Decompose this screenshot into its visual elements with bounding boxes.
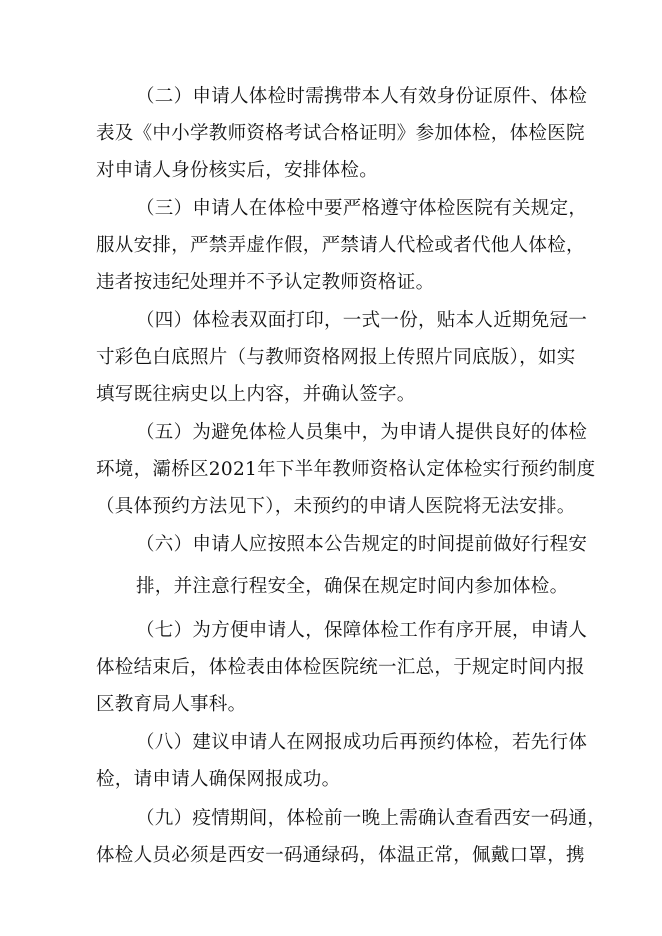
text-line: 寸彩色白底照片（与教师资格网报上传照片同底版），如实 [96,347,576,368]
paragraph-item-3 [96,190,588,301]
text-line: （四）体检表双面打印，一式一份，贴本人近期免冠一 [136,310,588,331]
paragraph-item-9 [96,800,607,874]
text-line: （九）疫情期间，体检前一晚上需确认查看西安一码通， [136,808,607,829]
text-line: 对申请人身份核实后，安排体检。 [96,160,379,181]
text-line: （五）为避免体检人员集中，为申请人提供良好的体检 [136,422,588,443]
text-line: （具体预约方法见下），未预约的申请人医院将无法安排。 [96,496,576,517]
text-line: 体检人员必须是西安一码通绿码，体温正常，佩戴口罩，携 [96,845,585,866]
text-line: 区教育局人事科。 [96,694,247,715]
text-line: 排，并注意行程安全，确保在规定时间内参加体检。 [136,576,569,597]
text-line: 检，请申请人确保网报成功。 [96,769,341,790]
paragraph-item-2 [96,78,588,189]
text-line: 服从安排，严禁弄虚作假，严禁请人代检或者代他人体检， [96,235,585,256]
text-line: 环境，灞桥区2021年下半年教师资格认定体检实行预约制度 [96,459,596,480]
text-line: （三）申请人在体检中要严格遵守体检医院有关规定， [136,198,588,219]
paragraph-item-6 [96,526,588,605]
text-line: 违者按违纪处理并不予认定教师资格证。 [96,272,435,293]
text-line: （六）申请人应按照本公告规定的时间提前做好行程安 [136,534,588,555]
text-line: （八）建议申请人在网报成功后再预约体检，若先行体 [136,732,588,753]
paragraph-item-7 [96,612,588,723]
paragraph-item-5 [96,414,596,525]
text-line: （二）申请人体检时需携带本人有效身份证原件、体检 [136,86,588,107]
text-line: 填写既往病史以上内容，并确认签字。 [96,384,416,405]
paragraph-item-8 [96,724,588,798]
text-line: （七）为方便申请人，保障体检工作有序开展，申请人 [136,620,588,641]
text-line: 表及《中小学教师资格考试合格证明》参加体检，体检医院 [96,123,585,144]
text-line: 体检结束后，体检表由体检医院统一汇总，于规定时间内报 [96,657,585,678]
paragraph-item-4 [96,302,588,413]
